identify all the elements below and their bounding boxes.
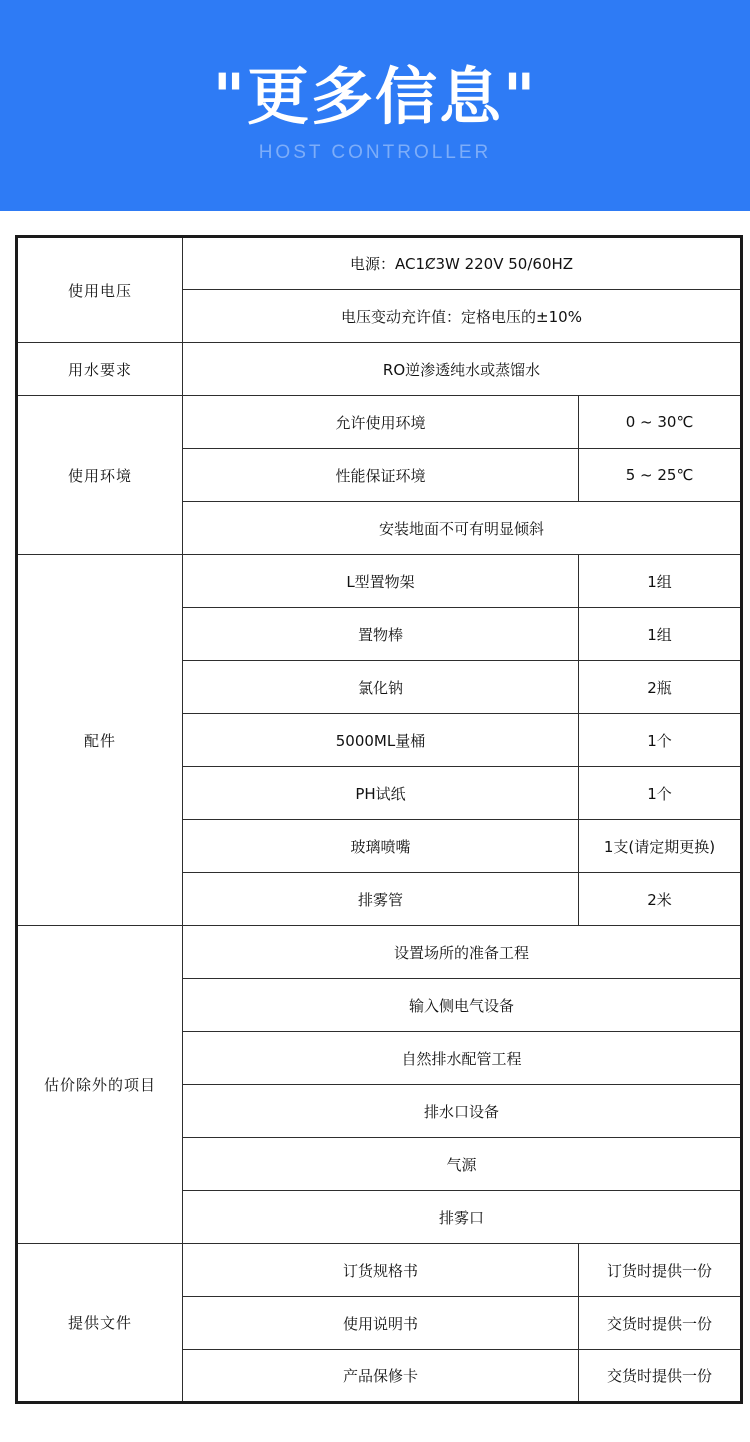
- spec-value-cell: 0 ~ 30℃: [579, 396, 742, 449]
- section-label: 提供文件: [17, 1244, 183, 1403]
- section-label: 使用电压: [17, 237, 183, 343]
- spec-value-cell: 订货时提供一份: [579, 1244, 742, 1297]
- section-label: 配件: [17, 555, 183, 926]
- spec-desc-cell: 订货规格书: [183, 1244, 579, 1297]
- page-title: "更多信息": [212, 59, 538, 133]
- spec-value-cell: 交货时提供一份: [579, 1350, 742, 1403]
- spec-desc-cell: 排雾管: [183, 873, 579, 926]
- spec-table-body: [17, 237, 742, 1403]
- spec-value-cell: 1组: [579, 555, 742, 608]
- table-row: [17, 555, 742, 608]
- table-row: [17, 237, 742, 290]
- spec-desc-cell: PH试纸: [183, 767, 579, 820]
- table-row: [17, 343, 742, 396]
- spec-table: [15, 235, 743, 1404]
- spec-value-cell: 1个: [579, 767, 742, 820]
- spec-desc-cell: 排雾口: [183, 1191, 742, 1244]
- spec-desc-cell: 产品保修卡: [183, 1350, 579, 1403]
- section-label: 用水要求: [17, 343, 183, 396]
- spec-desc-cell: 允许使用环境: [183, 396, 579, 449]
- spec-desc-cell: 氯化钠: [183, 661, 579, 714]
- spec-desc-cell: RO逆渗透纯水或蒸馏水: [183, 343, 742, 396]
- spec-desc-cell: 输入侧电气设备: [183, 979, 742, 1032]
- page-subtitle: HOST CONTROLLER: [258, 141, 492, 163]
- spec-value-cell: 交货时提供一份: [579, 1297, 742, 1350]
- spec-desc-cell: 自然排水配管工程: [183, 1032, 742, 1085]
- table-row: [17, 1244, 742, 1297]
- spec-value-cell: 1组: [579, 608, 742, 661]
- spec-value-cell: 1支(请定期更换): [579, 820, 742, 873]
- spec-table-wrapper: [15, 235, 740, 1404]
- spec-desc-cell: 安装地面不可有明显倾斜: [183, 502, 742, 555]
- spec-desc-cell: 电源：AC1Ȼ3W 220V 50/60HZ: [183, 237, 742, 290]
- spec-desc-cell: 玻璃喷嘴: [183, 820, 579, 873]
- spec-value-cell: 2瓶: [579, 661, 742, 714]
- spec-desc-cell: 使用说明书: [183, 1297, 579, 1350]
- spec-value-cell: 5 ~ 25℃: [579, 449, 742, 502]
- spec-value-cell: 2米: [579, 873, 742, 926]
- spec-desc-cell: 气源: [183, 1138, 742, 1191]
- header-banner: [0, 0, 750, 211]
- spec-desc-cell: 电压变动充许值：定格电压的±10%: [183, 290, 742, 343]
- table-row: [17, 396, 742, 449]
- spec-desc-cell: 5000ML量桶: [183, 714, 579, 767]
- spec-desc-cell: 排水口设备: [183, 1085, 742, 1138]
- spec-value-cell: 1个: [579, 714, 742, 767]
- spec-desc-cell: 设置场所的准备工程: [183, 926, 742, 979]
- section-label: 估价除外的项目: [17, 926, 183, 1244]
- section-label: 使用环境: [17, 396, 183, 555]
- spec-desc-cell: 性能保证环境: [183, 449, 579, 502]
- table-row: [17, 926, 742, 979]
- spec-desc-cell: 置物棒: [183, 608, 579, 661]
- spec-desc-cell: L型置物架: [183, 555, 579, 608]
